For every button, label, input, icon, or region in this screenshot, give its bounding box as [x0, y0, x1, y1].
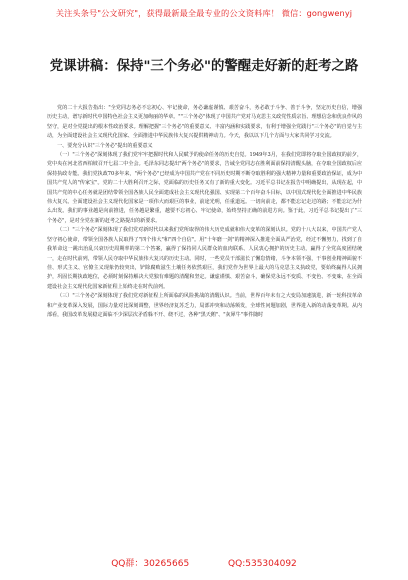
document-title: 党课讲稿：保持"三个务必"的警醒走好新的赶考之路	[49, 58, 359, 74]
body-paragraph: （三）"三个务必"深刻体现了我们党对新征程上所面临的风险挑战的清醒认识。当前，世界百年未有之大变局加速演进，新一轮科技革命和产业变革深入发展，国际力量对比深刻调整，世界经济复苏乏力，局部冲突和动荡频发，全球性问题加剧，世界进入新的动荡变革期。从内部看，我国改革发展稳定面临不少深层次矛盾躲不开、绕不过，各种"黑天鹅"、"灰犀牛"事件随时	[47, 293, 362, 318]
section-heading: 一、要充分认识"三个务必"提出的重要意义	[57, 142, 153, 149]
promo-banner	[0, 8, 408, 19]
promo-banner-line: 关注头条号"公文研究"，获得最新最全最专业的公文资料库！ 微信：gongwenyj	[55, 8, 353, 18]
body-paragraph: （一）"三个务必"深刻体现了我们党牢牢把握时代和人民赋予的使命任务的历史自觉。1949年3月，在我们党即将夺取全国政权的前夕，党中央在河北省西柏坡召开七届二中全会。毛泽东同志提出"两个务必"的要求，告诫全党同志在胜利面前保持清醒头脑，在夺取全国政权后应保持执政专能。我们党执政70多年来，"两个务必"已经成为中国共产党在不同历史时期不断夺取胜利的强大精神力量和重要政治保证，成为中国共产党人的"传家宝"。党的二十大胜利召开之际，党面临的历史任务又有了新的重大变化。习近平总书记在报告中明确提出，从现在起，中国共产党的中心任务就是团结带领全国各族人民全面建成社会主义现代化强国、实现第二个百年奋斗目标，以中国式现代化全面推进中华民族伟大复兴。全面建设社会主义现代化国家是一项伟大而艰巨的事业，前途光明，任重道远。一切向前走，都不能忘记走过的路；不能忘记为什么出发。我们的事业越是向前推进，任务越是繁重，越要不忘初心、牢记使命，始终坚持正确的前进方向。鉴于此，习近平总书记提出了"三个务必"，是对全党在新的赶考之路提出的新要求。	[47, 152, 362, 224]
document-body	[47, 104, 362, 320]
body-paragraph: （二）"三个务必"深刻体现了我们党对新时代以来我们党所取得的伟大历史成就和伟大变革的深刻认识。党的十八大以来，中国共产党人坚守初心使命，带领全国各族人民取得了"四个伟大"和"四个自信"。用"十年磨一剑"的精神深入推进全面从严治党，经过不懈努力，找到了自我革命这一跳出治乱兴衰历史周期率的第二个答案，赢得了保持同人民群众的血肉联系、人民衷心拥护的历史主动，赢得了全党高度团结统一，走在时代前列，带领人民夺取中华民族伟大复兴的历史主动。同时，一些党员干部滋长了懈怠情绪，斗争本领不强，干事创业精神面貌不佳、形式主义、官僚主义现象仍较突出，铲除腐败滋生土壤任务依然艰巨，我们党作为世界上最大的马克思主义执政党，要始终赢得人民拥护，巩固长期执政地位，必须时刻保持解决大党独有难题的清醒和坚定。谦虚谨慎、艰苦奋斗，确保党永远不变质、不变色、不变味，在全面建设社会主义现代化国家新征程上始终走在时代前列。	[47, 227, 362, 290]
qq-text: QQ:535304092	[228, 559, 297, 569]
contact-footer	[0, 556, 408, 569]
intro-paragraph: 党的二十大报告指出："全党同志务必不忘初心、牢记使命，务必谦虚谨慎、艰苦奋斗，务必敢于斗争、善于斗争，坚定历史自信，增强历史主动，谱写新时代中国特色社会主义更加绚丽的华章。""三个务必"体现了中国共产党对马克思主义政党性质宗旨、理想信念和优良作风的坚守，是对全党提出的根本性政治要求。理解把握"三个务必"的重要意义、丰富内涵和实践要求，有利于增强全党践行"三个务必"的自觉与主动，为全面建设社会主义现代化国家、全面推进中华民族伟大复兴提供精神动力。今天，我以以下几个方面与大家共同学习交流。	[47, 105, 362, 140]
qq-group-text: QQ群：30265665	[111, 559, 190, 569]
